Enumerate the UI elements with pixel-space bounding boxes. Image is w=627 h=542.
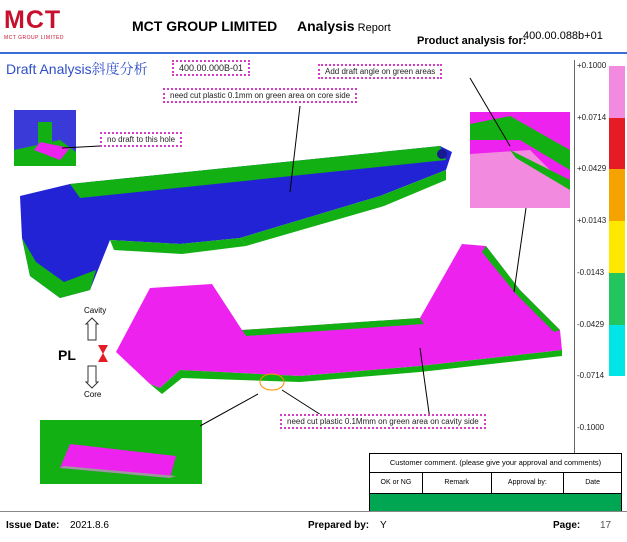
scale-band <box>609 325 625 377</box>
page-number: 17 <box>600 520 612 531</box>
scale-band <box>609 273 625 325</box>
remark-header: Remark <box>423 473 492 493</box>
scale-band <box>609 66 625 118</box>
company-name: MCT GROUP LIMITED <box>132 18 278 34</box>
report-title <box>297 18 391 34</box>
customer-comment-title: Customer comment. (please give your approval and comments) <box>370 454 621 473</box>
cavity-side-part <box>116 244 562 394</box>
issue-date-value: 2021.8.6 <box>70 520 109 531</box>
no-draft-note: no draft to this hole <box>100 132 182 147</box>
footer-divider <box>0 511 627 512</box>
draft-angle-detail-inset <box>470 112 570 208</box>
mct-logo <box>4 8 70 41</box>
prepared-by-label: Prepared by: <box>308 520 370 531</box>
scale-tick-label: +0.1000 <box>577 61 607 70</box>
page-label: Page: <box>553 520 581 531</box>
scale-band <box>609 169 625 221</box>
core-cut-note: need cut plastic 0.1mm on green area on core side <box>163 88 357 103</box>
product-analysis-value: 400.00.088b+01 <box>523 30 603 42</box>
scale-tick-label: +0.0714 <box>577 112 607 122</box>
prepared-by-value: Y <box>380 520 387 531</box>
date-header: Date <box>585 479 601 486</box>
scale-tick-label: -0.0429 <box>577 319 605 329</box>
scale-tick-label: -0.1000 <box>577 423 605 432</box>
draft-color-scale <box>609 66 625 428</box>
core-side-part <box>20 146 452 298</box>
scale-tick-label: -0.0143 <box>577 267 605 277</box>
section-title: Draft Analysis斜度分析 <box>6 61 148 77</box>
comment-entry-row[interactable] <box>370 494 621 511</box>
logo-text: MCT <box>4 6 62 34</box>
report-title-main: Analysis <box>297 18 355 34</box>
customer-comment-table <box>369 453 622 512</box>
header-divider <box>0 52 627 54</box>
scale-divider <box>574 60 575 512</box>
scale-band <box>609 376 625 428</box>
issue-date-label: Issue Date: <box>6 520 60 531</box>
cavity-cut-note: need cut plastic 0.1Mmm on green area on cavity side <box>280 414 486 429</box>
scale-tick-label: +0.0429 <box>577 164 607 174</box>
scale-band <box>609 221 625 273</box>
scale-band <box>609 118 625 170</box>
add-draft-note: Add draft angle on green areas <box>318 64 442 79</box>
cavity-cut-detail-inset <box>40 420 202 484</box>
logo-subtext: MCT GROUP LIMITED <box>4 35 64 41</box>
hole-detail-inset <box>14 110 76 166</box>
core-label: Core <box>84 390 102 399</box>
scale-tick-label: -0.0714 <box>577 371 605 381</box>
parting-line-label: PL <box>58 347 76 363</box>
part-number-box: 400.00.000B-01 <box>172 60 250 76</box>
ok-ng-header: OK or NG <box>370 473 423 493</box>
product-analysis-label: Product analysis for: <box>417 35 527 47</box>
cavity-label: Cavity <box>84 306 107 315</box>
report-title-suffix: Report <box>354 22 391 34</box>
scale-tick-label: +0.0143 <box>577 216 607 226</box>
pl-direction-indicator <box>86 318 108 388</box>
draft-analysis-model-view <box>0 60 575 512</box>
approval-header: Approval by: <box>492 473 565 493</box>
